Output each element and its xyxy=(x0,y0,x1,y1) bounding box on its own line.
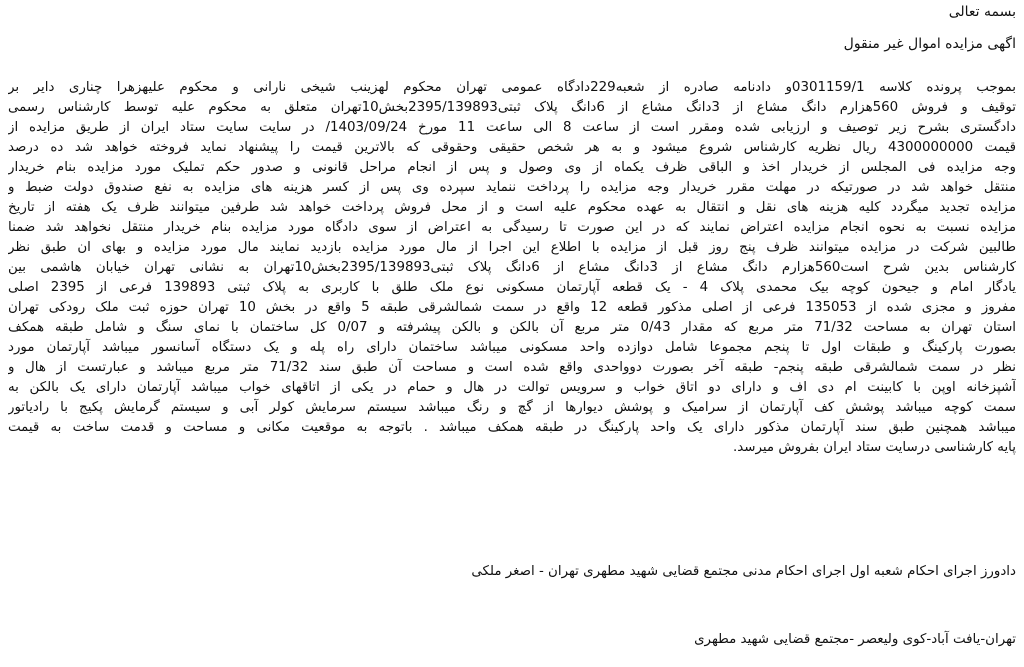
body-line: قیمت 4300000000 ریال نظریه کارشناس شروع میشود و به هر شخص حقیقی وحقوقی که بالاترین قیمت را پیشنهاد نماید فروخته خواهد شد ده درصد xyxy=(8,140,1016,155)
basmala: بسمه تعالی xyxy=(948,4,1016,20)
address-line: تهران-یافت آباد-کوی ولیعصر -مجتمع قضایی شهید مطهری xyxy=(694,632,1016,647)
body-line: بصورت پارکینگ و طبقات اول تا پنجم مجموعا شامل دوازده واحد مسکونی میباشد ساختمان دارای راه پله و یک دستگاه آسانسور میباشد آپارتمان مورد xyxy=(8,340,1016,355)
body-line: بموجب پرونده کلاسه 0301159/1و دادنامه صادره از شعبه229دادگاه عمومی تهران محکوم لهزینب شیخی نارانی و محکوم علیهزهرا چناری دایر بر xyxy=(8,80,1016,95)
body-line: طالبین شرکت در مزایده میتوانند ظرف پنج روز قبل از مزایده با اطلاع این اجرا از مال مورد مزایده بازدید نمایند مال مورد مزایده و بهای ان طبق نظر xyxy=(8,240,1016,255)
body-line: استان تهران به مساحت 71/32 متر مربع که مقدار 0/43 متر مربع آن بالکن و بالکن پیشرفته و 0/07 کل ساختمان با نمای سنگ و شامل طبقه همکف xyxy=(8,320,1016,335)
notice-document xyxy=(8,0,1016,667)
notice-title: اگهی مزایده اموال غیر منقول xyxy=(843,36,1016,52)
body-line: منتقل خواهد شد در صورتیکه در مهلت مقرر خریدار وجه مزایده را پرداخت ننماید سپرده وی پس از کسر هزینه های مزایده به نفع صندوق دولت ضبط و xyxy=(8,180,1016,195)
body-line: نظر در سمت شمالشرقی طبقه پنجم- طبقه آخر بصورت دوواحدی واقع شده است و مساحت آن طبق سند 71/32 متر مربع میباشد و عبارتست از هال و xyxy=(8,360,1016,375)
body-line: کارشناس بدین شرح است560هزارم دانگ مشاع از 3دانگ مشاع از 6دانگ پلاک ثبتی2395/139893بخش10تهران به نشانی تهران خیابان هاشمی بین xyxy=(8,260,1016,275)
body-line: وجه مزایده فی المجلس از خریدار اخذ و الباقی ظرف یکماه از وی وصول و پس از انجام مراحل قانونی و صدور حکم تملیک مورد مزایده بنام خریدار xyxy=(8,160,1016,175)
body-line: دادگستری بشرح زیر توصیف و ارزیابی شده ومقرر است از ساعت 8 الی ساعت 11 مورخ 1403/09/24/ در سایت سایت ستاد ایران از طریق مزایده از xyxy=(8,120,1016,135)
body-line: یادگار امام و جیحون کوچه بیک محمدی پلاک 4 - یک قطعه آپارتمان مسکونی نوع ملک طلق با کاربری به پلاک ثبتی 139893 فرعی از 2395 اصلی xyxy=(8,280,1016,295)
signature-line: دادورز اجرای احکام شعبه اول اجرای احکام مدنی مجتمع قضایی شهید مطهری تهران - اصغر ملکی xyxy=(471,564,1016,579)
body-line: مفروز و مجزی شده از 135053 فرعی از اصلی مذکور قطعه 12 واقع در سمت شمالشرقی طبقه 5 واقع در بخش 10 تهران حوزه ثبت ملک رودکی تهران xyxy=(8,300,1016,315)
body-line: آشپزخانه اوپن با کابینت ام دی اف و دارای دو اتاق خواب و سرویس توالت در هال و حمام در یکی از اتاقهای خواب میباشد آپارتمان دارای یک بالکن به xyxy=(8,380,1016,395)
body-line: میباشد همچنین طبق سند آپارتمان مذکور دارای یک واحد پارکینگ در طبقه همکف میباشد . باتوجه به موقعیت مکانی و مساحت و قدمت ساخت به قیمت xyxy=(8,420,1016,435)
body-line: پایه کارشناسی درسایت ستاد ایران بفروش میرسد. xyxy=(732,440,1016,455)
body-line: مزایده نسبت به نحوه انجام مزایده اعتراض نمایند که در این صورت تا رسیدگی به اعتراض از سوی دادگاه مورد مزایده بنام خریدار منتقل نخواهد شد ضمنا xyxy=(8,220,1016,235)
body-line: توقیف و فروش 560هزارم دانگ مشاع از 3دانگ مشاع از 6دانگ پلاک ثبتی2395/139893بخش10تهران متعلق به محکوم علیه توسط کارشناس رسمی xyxy=(8,100,1016,115)
body-line: مزایده تجدید میگردد کلیه هزینه های نقل و انتقال به عهده محکوم علیه است و از محل فروش پرداخت خواهد شد طرفین میتوانند ظرف یک هفته از تاریخ xyxy=(8,200,1016,215)
body-line: سمت کوچه میباشد پوشش کف آپارتمان از سرامیک و پوشش دیوارها از گچ و رنگ میباشد سیستم سرمایش کولر آبی و سیستم گرمایش پکیج با رادیاتور xyxy=(8,400,1016,415)
